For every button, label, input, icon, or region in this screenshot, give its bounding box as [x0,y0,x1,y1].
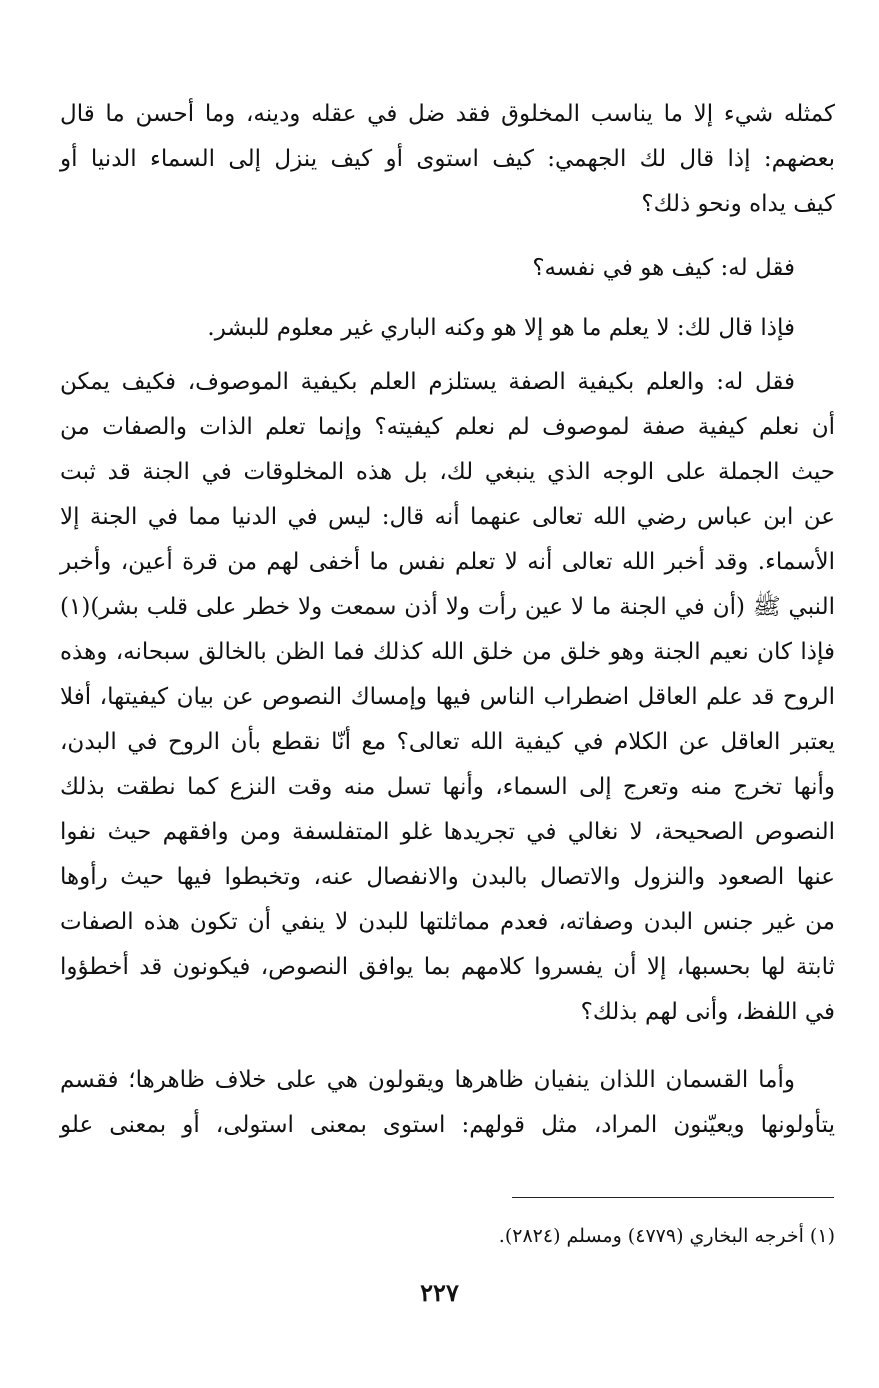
page-number: ٢٢٧ [420,1278,459,1307]
text-line: الروح قد علم العاقل اضطراب الناس فيها وإمساك النصوص عن بيان كيفيتها، أفلا [60,684,835,710]
text-line: فقل له: كيف هو في نفسه؟ [532,255,795,281]
text-line: من غير جنس البدن وصفاته، فعدم مماثلتها للبدن لا ينفي أن تكون هذه الصفات [60,909,835,935]
text-line: ثابتة لها بحسبها، إلا أن يفسروا كلامهم بما يوافق النصوص، فيكونون قد أخطؤوا [60,954,835,980]
text-line: بعضهم: إذا قال لك الجهمي: كيف استوى أو كيف ينزل إلى السماء الدنيا أو [60,146,835,172]
text-line: يعتبر العاقل عن الكلام في كيفية الله تعالى؟ مع أنّا نقطع بأن الروح في البدن، [60,729,835,755]
paragraph-5 [60,1058,835,1148]
text-line: في اللفظ، وأنى لهم بذلك؟ [580,999,835,1025]
text-line: فقل له: والعلم بكيفية الصفة يستلزم العلم بكيفية الموصوف، فكيف يمكن [60,369,795,395]
text-line: الأسماء. وقد أخبر الله تعالى أنه لا تعلم نفس ما أخفى لهم من قرة أعين، وأخبر [60,549,835,575]
text-line: النصوص الصحيحة، لا نغالي في تجريدها غلو المتفلسفة ومن وافقهم حيث نفوا [60,819,835,845]
paragraph-4 [60,360,835,1035]
text-line: كيف يداه ونحو ذلك؟ [641,191,835,217]
text-line: كمثله شيء إلا ما يناسب المخلوق فقد ضل في عقله ودينه، وما أحسن ما قال [60,101,835,127]
text-line: فإذا كان نعيم الجنة وهو خلق من خلق الله كذلك فما الظن بالخالق سبحانه، وهذه [60,639,835,665]
footnote: (١) أخرجه البخاري (٤٧٧٩) ومسلم (٢٨٢٤). [498,1225,835,1247]
text-line: يتأولونها ويعيّنون المراد، مثل قولهم: استوى بمعنى استولى، أو بمعنى علو [60,1112,835,1138]
text-line: حيث الجملة على الوجه الذي ينبغي لك، بل هذه المخلوقات في الجنة قد ثبت [60,459,835,485]
text-line: النبي ﷺ (أن في الجنة ما لا عين رأت ولا أذن سمعت ولا خطر على قلب بشر)(١) [60,594,835,620]
paragraph-3 [60,306,835,351]
paragraph-2 [60,246,835,291]
text-line: أن نعلم كيفية صفة لموصوف لم نعلم كيفيته؟ وإنما تعلم الذات والصفات من [60,414,835,440]
text-line: عنها الصعود والنزول والاتصال بالبدن والانفصال عنه، وتخبطوا فيها حيث رأوها [60,864,835,890]
text-line: عن ابن عباس رضي الله تعالى عنهما أنه قال: ليس في الدنيا مما في الجنة إلا [60,504,835,530]
text-line: وأما القسمان اللذان ينفيان ظاهرها ويقولون هي على خلاف ظاهرها؛ فقسم [60,1067,795,1093]
text-line: فإذا قال لك: لا يعلم ما هو إلا هو وكنه الباري غير معلوم للبشر. [207,315,795,341]
text-line: وأنها تخرج منه وتعرج إلى السماء، وأنها تسل منه وقت النزع كما نطقت بذلك [60,774,835,800]
footnote-separator [512,1197,834,1198]
paragraph-1 [60,92,835,227]
